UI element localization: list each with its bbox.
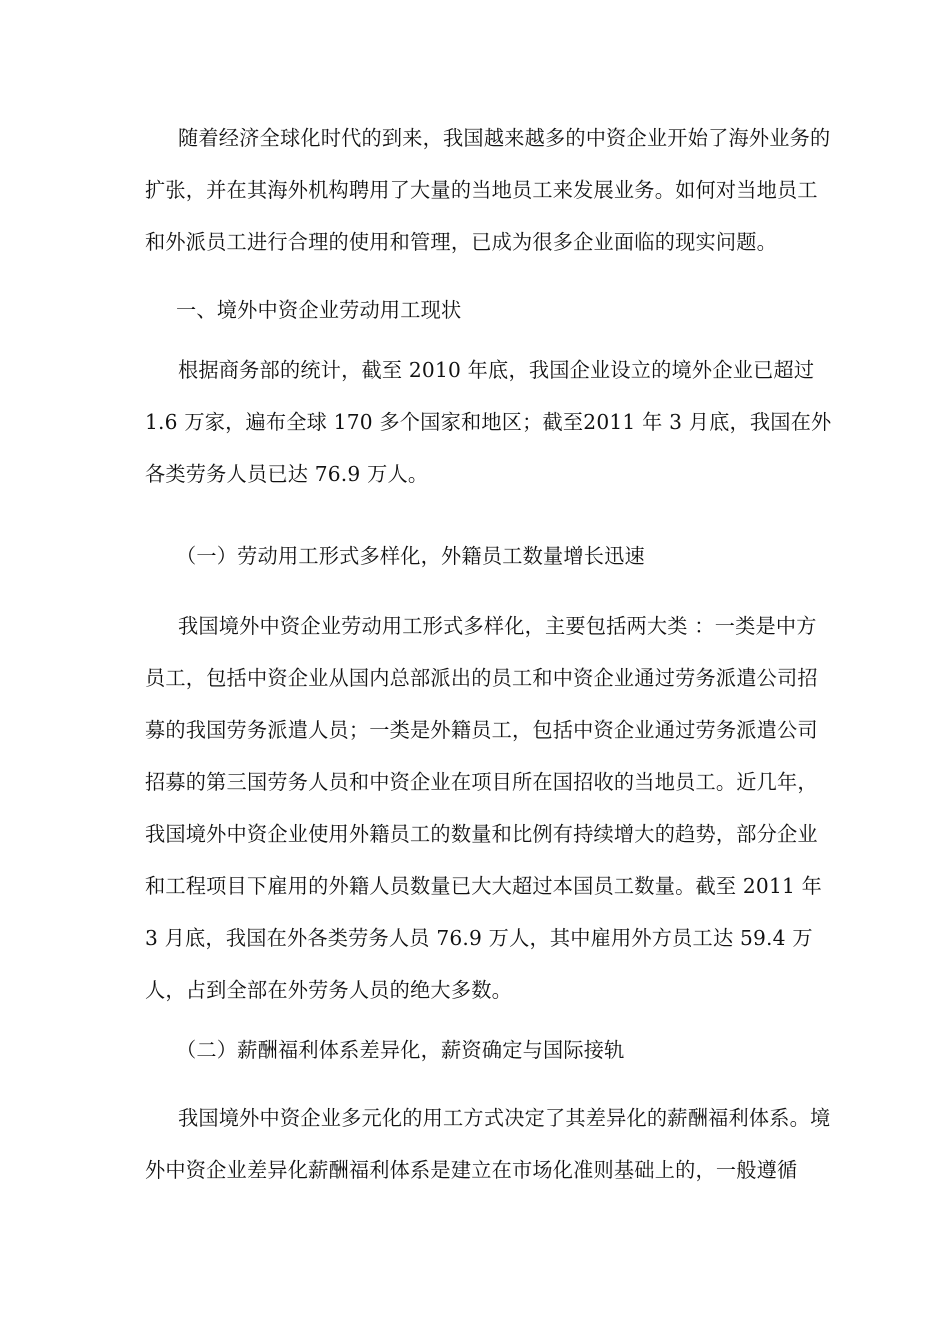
paragraph-line: 人，占到全部在外劳务人员的绝大多数。 <box>145 978 512 1002</box>
paragraph-line: 和外派员工进行合理的使用和管理，已成为很多企业面临的现实问题。 <box>145 230 778 254</box>
paragraph-line: 各类劳务人员已达 76.9 万人。 <box>145 462 429 486</box>
paragraph-line: 员工，包括中资企业从国内总部派出的员工和中资企业通过劳务派遣公司招 <box>145 666 818 690</box>
section-heading-1: 一、境外中资企业劳动用工现状 <box>176 298 462 322</box>
paragraph-line: 和工程项目下雇用的外籍人员数量已大大超过本国员工数量。截至 2011 年 <box>145 874 823 898</box>
paragraph-line: 随着经济全球化时代的到来，我国越来越多的中资企业开始了海外业务的 <box>178 126 831 150</box>
paragraph-line: 我国境外中资企业多元化的用工方式决定了其差异化的薪酬福利体系。境 <box>178 1106 831 1130</box>
paragraph-line: 招募的第三国劳务人员和中资企业在项目所在国招收的当地员工。近几年， <box>145 770 818 794</box>
paragraph-intro <box>145 112 831 268</box>
section-heading-2: （一）劳动用工形式多样化，外籍员工数量增长迅速 <box>176 544 645 568</box>
paragraph-line: 外中资企业差异化薪酬福利体系是建立在市场化准则基础上的，一般遵循 <box>145 1158 798 1182</box>
section-heading-3: （二）薪酬福利体系差异化，薪资确定与国际接轨 <box>176 1038 625 1062</box>
paragraph-employment-forms <box>145 600 823 1016</box>
paragraph-line: 3 月底，我国在外各类劳务人员 76.9 万人，其中雇用外方员工达 59.4 万 <box>145 926 813 950</box>
paragraph-line: 扩张，并在其海外机构聘用了大量的当地员工来发展业务。如何对当地员工 <box>145 178 818 202</box>
paragraph-line: 我国境外中资企业劳动用工形式多样化，主要包括两大类 ：一类是中方 <box>178 614 817 638</box>
paragraph-line: 1.6 万家，遍布全球 170 多个国家和地区；截至2011 年 3 月底，我国在外 <box>145 410 832 434</box>
paragraph-line: 募的我国劳务派遣人员；一类是外籍员工，包括中资企业通过劳务派遣公司 <box>145 718 818 742</box>
paragraph-line: 我国境外中资企业使用外籍员工的数量和比例有持续增大的趋势，部分企业 <box>145 822 818 846</box>
paragraph-compensation <box>145 1092 831 1196</box>
paragraph-line: 根据商务部的统计，截至 2010 年底，我国企业设立的境外企业已超过 <box>178 358 815 382</box>
paragraph-statistics <box>145 344 832 500</box>
